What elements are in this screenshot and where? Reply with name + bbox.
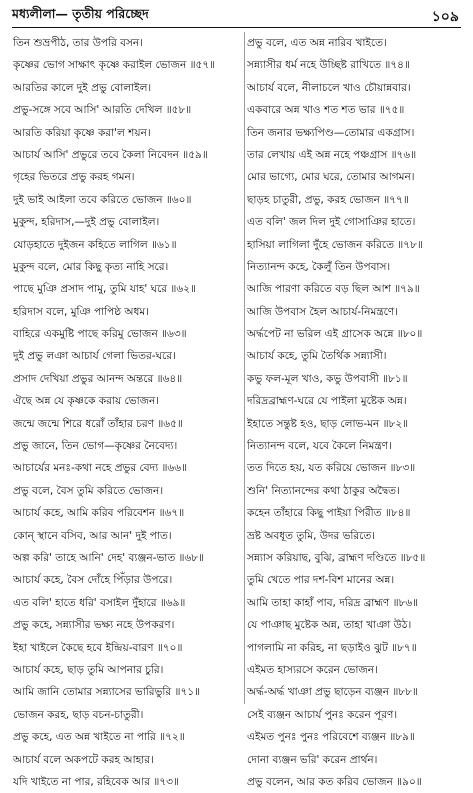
verse-line: হাসিয়া লাগিলা দুঁহে ভোজন করিতে ॥৭৮॥ (247, 238, 423, 251)
verse-line: এত বলি' হাতে ধরি' বসাইল দুঁহারে ॥৬৯॥ (13, 596, 186, 609)
verse-line: ঐছে অন্ন যে কৃষ্ণকে করায় ভোজন। (13, 395, 160, 408)
verse-line: প্রসাদ দেখিয়া প্রভুর আনন্দ অন্তরে ॥৬৪॥ (13, 372, 183, 385)
verse-line: আমি তাহা কাহাঁ পাব, দরিদ্র ব্রাহ্মণ ॥৮৬॥ (247, 596, 419, 609)
verse-line: আচার্য বলে অকপটে করহ আহার। (13, 753, 154, 766)
verse-line: অর্দ্ধপেট না ভরিল এই গ্রাসেক অন্নে ॥৮০॥ (247, 328, 423, 341)
running-title: মধ্যলীলা— তৃতীয় পরিচ্ছেদ (12, 6, 149, 21)
verse-line: পাগলামি না করিহ, না ছড়াইও ঝুট ॥৮৭॥ (247, 641, 417, 654)
verse-line: তুমি খেতে পার দশ-বিশ মানের অন্ন। (247, 574, 395, 587)
verse-line: প্রভু জানে, তিন ভোগ—কৃষ্ণের নৈবেদ্য। (13, 440, 178, 453)
verse-line: বাহিরে একমুষ্টি পাছে করিমু ভোজন ॥৬৩॥ (13, 328, 187, 341)
verse-line: আচার্য আসি' প্রভুরে তবে কৈলা নিবেদন ॥৫৯॥ (13, 148, 208, 161)
verse-line: যোড়হাতে দুইজন কহিতে লাগিল ॥৬১॥ (13, 238, 177, 251)
verse-line: প্রভু বলেন, আর কত করিব ভোজন ॥৯০॥ (247, 775, 422, 788)
verse-line: গৃহের ভিতরে প্রভু করহ গমন। (13, 171, 135, 184)
verse-line: আচার্য বলে, নীলাচলে খাও চৌয়ান্নবার। (247, 81, 411, 94)
verse-line: একবারে অন্ন খাও শত শত ভার ॥৭৫॥ (247, 104, 405, 117)
verse-line: এইমত হাস্যরসে করেন ভোজন। (247, 663, 378, 676)
verse-line: ইহা খাইলে কৈছে হবে ইন্দ্রিয়-বারণ ॥৭০॥ (13, 641, 183, 654)
verse-line: প্রভু কহে, সন্ন্যাসীর ভক্ষ্য নহে উপকরণ। (13, 619, 175, 632)
verse-line: মুকুন্দ বলে, মোর কিছু কৃত্য নাহি সরে। (13, 260, 169, 273)
verse-line: যদি খাইতে না পার, রহিবেক আর ॥৭৩॥ (13, 775, 179, 788)
verse-line: আচার্য কহে, তুমি তৈর্থিক সন্ন্যাসী। (247, 350, 387, 363)
right-verse-column (247, 32, 469, 788)
verse-line: কভু ফল-মূল খাও, কভু উপবাসী ॥৮১॥ (247, 372, 408, 385)
verse-line: তার লেখায় এই অন্ন নহে পঞ্চগ্রাস ॥৭৬॥ (247, 148, 417, 161)
verse-line: তিন শুভ্রপীঠ, তার উপরি বসন। (13, 37, 143, 49)
verse-line: তত দিতে হয়, যত করিয়ে ভোজন ॥৮৩॥ (247, 462, 416, 475)
verse-line: দুই ভাই আইলা তবে করিতে ভোজন ॥৬০॥ (13, 193, 192, 206)
verse-line: মুকুন্দ, হরিদাস,—দুই প্রভু বোলাইল। (13, 216, 160, 229)
verse-line: পাছে মুঞি প্রসাদ পামু, তুমি যাহ' ঘরে ॥৬২॥ (13, 283, 196, 296)
verse-line: জন্মে জন্মে শিরে ধরোঁ তাঁহার চরণ ॥৬৫॥ (13, 417, 183, 430)
verse-line: মোর ভাগ্যে, মোর ঘরে, তোমার আগমন। (247, 171, 415, 184)
verse-line: যে পাঞাছ মুষ্টেক অন্ন, তাহা খাঞা উঠ। (247, 619, 412, 632)
verse-line: শুনি' নিত্যানন্দের কথা ঠাকুর অদ্বৈত। (247, 484, 400, 497)
verse-line: ছাড়হ চাতুরী, প্রভু, করহ ভোজন ॥৭৭॥ (247, 193, 409, 206)
verse-line: কোন্ স্থানে বসিব, আর আন' দুই পাত। (13, 529, 172, 542)
verse-line: সন্ন্যাসীর ধর্ম নহে উচ্ছিষ্ট রাখিতে ॥৭৪॥ (247, 59, 410, 72)
verse-line: দরিদ্রব্রাহ্মণ-ঘরে যে পাইলা মুষ্টেক অন্ন। (247, 395, 407, 408)
verse-line: আরতি করিয়া কৃষ্ণে করা'ল শয়ন। (13, 126, 151, 139)
verse-line: প্রভু বলে, এত অন্ন নারিব খাইতে। (247, 37, 387, 49)
verse-line: আজি উপবাস হৈল আচার্য-নিমন্ত্রণে। (247, 305, 398, 318)
verse-line: সেই ব্যঞ্জন আচার্য পুনঃ করেন পূরণ। (247, 708, 398, 721)
verse-line: আচার্য কহে, আমি করিব পরিবেশন ॥৬৭॥ (13, 507, 185, 520)
verse-line: ইহাতে সন্তুষ্ট হও, ছাড় লোভ-মন ॥৮২॥ (247, 417, 409, 430)
verse-line: আরতির কালে দুই প্রভু বোলাইল। (13, 81, 152, 94)
verse-line: আচার্য কহে, বৈস দোঁহে পিঁড়ার উপরে। (13, 574, 173, 587)
verse-line: কহেন তাঁহারে কিছু পাইয়া পিরীত ॥৮৪॥ (247, 507, 411, 520)
verse-line: অর্দ্ধ-অর্দ্ধ খাঞা প্রভু ছাড়েন ব্যঞ্জন ॥৮৮॥ (247, 686, 418, 699)
verse-line: প্রভু-সঙ্গে সবে আসি' আরতি দেখিল ॥৫৮॥ (13, 104, 192, 117)
verse-line: দোনা ব্যঞ্জন ভরি' করেন প্রার্থন। (247, 753, 378, 766)
verse-line: আজি পারণা করিতে বড় ছিল আশ ॥৭৯॥ (247, 283, 420, 296)
verse-line: ভোজন করহ, ছাড় বচন-চাতুরী। (13, 708, 144, 721)
left-verse-column (13, 32, 242, 788)
verse-line: দুই প্রভু লঞা আচার্য গেলা ভিতর-ঘরে। (13, 350, 176, 363)
verse-line: এত বলি' জল দিল দুই গোসাঞির হাতে। (247, 216, 416, 229)
verse-line: অল্প করি' তাহে আনি' দেহ' ব্যঞ্জন-ভাত ॥৬৮॥ (13, 551, 205, 564)
page-header (12, 4, 461, 26)
verse-line: নিত্যানন্দ কহে, কৈলুঁ তিন উপবাস। (247, 260, 391, 273)
verse-line: ভ্রষ্ট অবধূত তুমি, উদর ভরিতে। (247, 529, 376, 542)
verse-line: তিন জনার ভক্ষ্যপিণ্ড—তোমার একগ্রাস। (247, 126, 415, 139)
header-rule (12, 27, 461, 28)
verse-line: আচার্য কহে, ছাড় তুমি আপনার চুরি। (13, 663, 164, 676)
column-divider (244, 32, 245, 704)
verse-line: হরিদাস বলে, মুঞি পাপিষ্ঠ অধম। (13, 305, 149, 318)
verse-line: এইমত পুনঃ পুনঃ পরিবেশে ব্যঞ্জন ॥৮৯॥ (247, 731, 415, 744)
verse-line: আচার্যের মনঃ-কথা নহে প্রভুর বেদ্য ॥৬৬॥ (13, 462, 188, 475)
page-number: ১০৯ (431, 9, 459, 25)
verse-line: প্রভু কহে, এত অন্ন খাইতে না পারি ॥৭২॥ (13, 731, 185, 744)
verse-line: প্রভু বলে, বৈস তুমি করিতে ভোজন। (13, 484, 164, 497)
verse-line: নিত্যানন্দ বলে, যবে কৈলে নিমন্ত্রণ। (247, 440, 392, 453)
verse-line: আমি জানি তোমার সন্ন্যাসের ভারিভুরি ॥৭১॥ (13, 686, 201, 699)
verse-line: কৃষ্ণের ভোগ সাক্ষাৎ কৃষ্ণে করাইল ভোজন ॥৫৭॥ (13, 59, 216, 72)
verse-line: সন্ন্যাস করিয়াছ, বুঝি, ব্রাহ্মণ দণ্ডিতে ॥৮৫॥ (247, 551, 426, 564)
